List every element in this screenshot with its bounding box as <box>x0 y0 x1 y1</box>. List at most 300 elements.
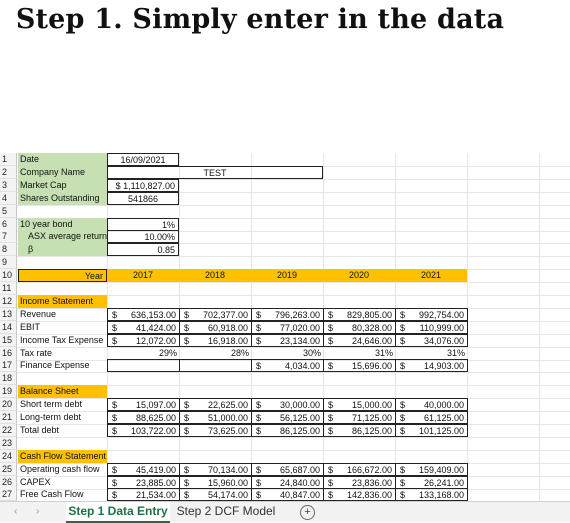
value-cell[interactable] <box>323 476 396 489</box>
value-cell[interactable] <box>395 411 468 424</box>
gridline <box>179 243 180 256</box>
gridline <box>467 282 468 295</box>
sheet-row <box>0 385 570 399</box>
gridline <box>323 437 324 450</box>
value-text: 86,125.00 <box>279 425 320 436</box>
value-text: 56,125.00 <box>279 413 320 423</box>
gridline <box>395 385 396 398</box>
value-cell[interactable] <box>323 411 396 424</box>
value-cell[interactable] <box>251 347 324 360</box>
input-label: Shares Outstanding <box>18 192 107 205</box>
value-cell[interactable] <box>395 321 468 334</box>
gridline <box>539 411 540 424</box>
gridline <box>179 179 180 192</box>
value-cell[interactable] <box>179 334 252 347</box>
value-cell[interactable] <box>395 476 468 489</box>
page-headline: Step 1. Simply enter in the data <box>15 4 505 35</box>
sheet-row <box>0 476 570 490</box>
section-title-balance: Balance Sheet <box>18 385 107 398</box>
row-number: 4 <box>0 192 17 205</box>
row-label: Operating cash flow <box>20 463 100 474</box>
currency-symbol: $ <box>184 477 190 488</box>
value-text: 103,722.00 <box>130 425 176 436</box>
sheet-row <box>0 321 570 335</box>
sheet-row <box>0 437 570 451</box>
value-text: 4,034.00 <box>284 361 320 372</box>
gridline <box>179 372 180 385</box>
gridline <box>467 437 468 450</box>
value-cell[interactable] <box>251 424 324 437</box>
input-label: Date <box>18 153 107 166</box>
value-cell[interactable] <box>107 347 180 360</box>
gridline <box>395 218 396 231</box>
value-cell[interactable] <box>251 398 324 411</box>
year-column-header: 2019 <box>251 269 323 282</box>
value-cell[interactable] <box>251 308 324 321</box>
sheet-row <box>0 153 570 167</box>
gridline <box>539 282 540 295</box>
value-cell[interactable] <box>323 334 396 347</box>
currency-symbol: $ <box>256 413 262 423</box>
gridline <box>395 153 396 166</box>
gridline <box>467 179 468 192</box>
input-value-cell[interactable]: TEST <box>107 166 323 179</box>
currency-symbol: $ <box>256 322 262 333</box>
value-text: 40,000.00 <box>423 400 464 411</box>
value-cell[interactable] <box>107 424 180 437</box>
value-cell[interactable] <box>107 488 180 501</box>
sheet-row <box>0 256 570 270</box>
sheet-row <box>0 243 570 257</box>
gridline <box>251 153 252 166</box>
gridline <box>467 269 468 282</box>
currency-symbol: $ <box>328 335 334 346</box>
gridline <box>395 243 396 256</box>
gridline <box>251 179 252 192</box>
value-cell[interactable] <box>395 347 468 360</box>
gridline <box>323 450 324 463</box>
gridline <box>539 372 540 385</box>
value-text: 992,754.00 <box>418 309 464 320</box>
value-text: 15,696.00 <box>351 361 392 372</box>
value-cell[interactable] <box>179 347 252 360</box>
gridline <box>467 230 468 243</box>
gridline <box>323 179 324 192</box>
value-cell[interactable] <box>323 398 396 411</box>
gridline <box>539 218 540 231</box>
sheet-row <box>0 463 570 477</box>
gridline <box>467 295 468 308</box>
sheet-row <box>0 179 570 193</box>
value-text: 829,805.00 <box>346 309 392 320</box>
value-cell[interactable] <box>107 321 180 334</box>
value-cell[interactable] <box>395 488 468 501</box>
sheet-row <box>0 424 570 438</box>
row-label: Finance Expense <box>20 360 90 371</box>
value-cell[interactable] <box>323 347 396 360</box>
currency-symbol: $ <box>400 309 406 320</box>
value-text: 22,625.00 <box>207 400 248 411</box>
gridline <box>107 295 108 308</box>
sheet-row <box>0 192 570 206</box>
value-cell[interactable] <box>395 424 468 437</box>
gridline <box>467 153 468 166</box>
gridline <box>539 192 540 205</box>
gridline <box>467 243 468 256</box>
gridline <box>395 205 396 218</box>
gridline <box>467 256 468 269</box>
gridline <box>539 243 540 256</box>
value-text: 31% <box>374 347 393 358</box>
gridline <box>539 308 540 321</box>
value-cell[interactable] <box>251 321 324 334</box>
gridline <box>107 205 108 218</box>
currency-symbol: $ <box>400 335 406 346</box>
currency-symbol: $ <box>400 322 406 333</box>
row-number: 17 <box>0 359 17 372</box>
value-text: 101,125.00 <box>418 425 464 436</box>
value-cell[interactable] <box>251 488 324 501</box>
value-cell[interactable] <box>395 398 468 411</box>
row-number: 23 <box>0 437 17 450</box>
row-number: 12 <box>0 295 17 308</box>
gridline <box>539 476 540 489</box>
value-text: 26,241.00 <box>423 477 464 488</box>
gridline <box>539 295 540 308</box>
value-cell[interactable] <box>251 476 324 489</box>
value-cell[interactable] <box>323 463 396 476</box>
value-cell[interactable] <box>179 308 252 321</box>
row-number: 6 <box>0 218 17 231</box>
row-number: 9 <box>0 256 17 269</box>
input-value-cell[interactable]: 10.00% <box>107 230 179 243</box>
value-text: 28% <box>230 347 249 358</box>
value-text: 110,999.00 <box>419 322 464 333</box>
row-number: 20 <box>0 398 17 411</box>
value-text: 24,840.00 <box>279 477 320 488</box>
row-label: Revenue <box>20 308 57 319</box>
currency-symbol: $ <box>256 490 262 501</box>
row-number: 22 <box>0 424 17 437</box>
currency-symbol: $ <box>184 425 190 436</box>
gridline <box>539 463 540 476</box>
value-cell[interactable] <box>251 334 324 347</box>
row-number: 18 <box>0 372 17 385</box>
value-cell[interactable] <box>107 359 180 372</box>
value-text: 14,903.00 <box>423 361 464 372</box>
sheet-row <box>0 372 570 386</box>
row-label: Free Cash Flow <box>20 489 84 500</box>
input-value-cell[interactable]: 541866 <box>107 192 179 205</box>
value-text: 159,409.00 <box>418 464 464 475</box>
gridline <box>467 450 468 463</box>
currency-symbol: $ <box>400 400 406 411</box>
input-value-cell[interactable]: 16/09/2021 <box>107 153 179 166</box>
input-label: Market Cap <box>18 179 107 192</box>
input-label: Company Name <box>18 166 107 179</box>
input-label: β <box>18 243 107 256</box>
row-number: 13 <box>0 308 17 321</box>
value-cell[interactable] <box>251 411 324 424</box>
row-label: Tax rate <box>20 347 53 358</box>
gridline <box>179 153 180 166</box>
currency-symbol: $ <box>112 309 118 320</box>
value-cell[interactable] <box>323 359 396 372</box>
currency-symbol: $ <box>112 400 118 411</box>
gridline <box>539 256 540 269</box>
currency-symbol: $ <box>184 400 190 411</box>
sheet-row <box>0 411 570 425</box>
gridline <box>395 295 396 308</box>
gridline <box>251 205 252 218</box>
gridline <box>323 218 324 231</box>
gridline <box>467 385 468 398</box>
row-number: 11 <box>0 282 17 295</box>
value-cell[interactable] <box>107 334 180 347</box>
currency-symbol: $ <box>328 413 334 423</box>
value-cell[interactable] <box>323 321 396 334</box>
currency-symbol: $ <box>400 425 406 436</box>
gridline <box>539 398 540 411</box>
currency-symbol: $ <box>328 477 334 488</box>
sheet-row <box>0 334 570 348</box>
value-text: 15,097.00 <box>135 400 176 411</box>
value-text: 45,419.00 <box>135 464 176 475</box>
gridline <box>539 321 540 334</box>
value-text: 34,076.00 <box>423 335 464 346</box>
gridline <box>323 385 324 398</box>
value-text: 30,000.00 <box>279 400 320 411</box>
gridline <box>251 218 252 231</box>
year-column-header: 2020 <box>323 269 395 282</box>
sheet-row <box>0 205 570 219</box>
currency-symbol: $ <box>328 361 334 372</box>
currency-symbol: $ <box>328 464 334 475</box>
row-label: Total debt <box>20 424 60 435</box>
row-number: 19 <box>0 385 17 398</box>
tab-next-arrow-icon[interactable]: › <box>36 506 40 517</box>
row-number: 27 <box>0 488 17 501</box>
tab-step1-data-entry[interactable]: Step 1 Data Entry <box>66 502 170 523</box>
row-number: 1 <box>0 153 17 166</box>
value-text: 23,836.00 <box>351 477 392 488</box>
gridline <box>467 218 468 231</box>
gridline <box>539 334 540 347</box>
value-cell[interactable] <box>395 308 468 321</box>
value-cell[interactable] <box>179 463 252 476</box>
currency-symbol: $ <box>256 335 262 346</box>
gridline <box>323 166 324 179</box>
value-cell[interactable] <box>395 334 468 347</box>
sheet-row <box>0 450 570 464</box>
row-number: 7 <box>0 230 17 243</box>
value-text: 65,687.00 <box>279 464 320 475</box>
value-text: 54,174.00 <box>207 490 248 501</box>
gridline <box>179 295 180 308</box>
gridline <box>107 282 108 295</box>
value-cell[interactable] <box>179 411 252 424</box>
value-text: 51,000.00 <box>207 413 248 423</box>
value-text: 61,125.00 <box>423 413 464 423</box>
gridline <box>395 437 396 450</box>
value-cell[interactable] <box>323 488 396 501</box>
gridline <box>251 450 252 463</box>
section-title-cashflow: Cash Flow Statement <box>20 450 107 461</box>
value-cell[interactable] <box>395 359 468 372</box>
value-cell[interactable] <box>107 476 180 489</box>
gridline <box>395 372 396 385</box>
input-value-cell[interactable]: $ 1,110,827.00 <box>107 179 179 192</box>
value-cell[interactable] <box>323 308 396 321</box>
value-cell[interactable] <box>323 424 396 437</box>
row-number: 3 <box>0 179 17 192</box>
value-text: 16,918.00 <box>207 335 248 346</box>
value-text: 86,125.00 <box>351 425 392 436</box>
currency-symbol: $ <box>184 490 190 501</box>
value-text: 702,377.00 <box>202 309 248 320</box>
value-cell[interactable] <box>107 411 180 424</box>
sheet-row <box>0 295 570 309</box>
gridline <box>179 192 180 205</box>
gridline <box>107 437 108 450</box>
currency-symbol: $ <box>112 413 118 423</box>
value-text: 23,885.00 <box>135 477 176 488</box>
currency-symbol: $ <box>184 464 190 475</box>
add-sheet-icon[interactable]: + <box>300 505 315 520</box>
input-value-cell[interactable]: 1% <box>107 218 179 231</box>
sheet-row <box>0 398 570 412</box>
currency-symbol: $ <box>184 322 190 333</box>
sheet-row <box>0 308 570 322</box>
row-number: 21 <box>0 411 17 424</box>
value-text: 166,672.00 <box>346 464 392 475</box>
value-cell[interactable] <box>107 463 180 476</box>
currency-symbol: $ <box>328 425 334 436</box>
gridline <box>179 230 180 243</box>
row-number: 5 <box>0 205 17 218</box>
gridline <box>395 450 396 463</box>
value-cell[interactable] <box>179 398 252 411</box>
row-number: 8 <box>0 243 17 256</box>
value-text: 24,646.00 <box>351 335 392 346</box>
sheet-row <box>0 230 570 244</box>
row-number: 2 <box>0 166 17 179</box>
row-number: 15 <box>0 334 17 347</box>
currency-symbol: $ <box>256 309 262 320</box>
gridline <box>107 256 108 269</box>
value-text: 88,625.00 <box>135 413 176 423</box>
value-cell[interactable] <box>107 398 180 411</box>
gridline <box>251 256 252 269</box>
currency-symbol: $ <box>256 425 262 436</box>
gridline <box>107 450 108 463</box>
gridline <box>179 218 180 231</box>
currency-symbol: $ <box>328 400 334 411</box>
year-column-header: 2018 <box>179 269 251 282</box>
row-number: 26 <box>0 476 17 489</box>
tab-step2-dcf-model[interactable]: Step 2 DCF Model <box>176 504 276 518</box>
row-label: Long-term debt <box>20 412 82 422</box>
gridline <box>395 256 396 269</box>
currency-symbol: $ <box>328 322 334 333</box>
gridline <box>179 450 180 463</box>
sheet-tab-bar <box>0 501 570 522</box>
value-text: 23,134.00 <box>279 335 320 346</box>
gridline <box>179 256 180 269</box>
value-text: 636,153.00 <box>130 309 176 320</box>
row-label: Short term debt <box>20 399 83 410</box>
gridline <box>539 230 540 243</box>
value-text: 142,836.00 <box>346 490 392 501</box>
currency-symbol: $ <box>400 477 406 488</box>
value-text: 133,168.00 <box>418 490 464 501</box>
value-text: 29% <box>158 347 177 358</box>
value-text: 41,424.00 <box>135 322 176 333</box>
currency-symbol: $ <box>400 464 406 475</box>
year-label: Year <box>18 269 107 282</box>
gridline <box>251 243 252 256</box>
value-cell[interactable] <box>395 463 468 476</box>
tab-prev-arrow-icon[interactable]: ‹ <box>14 506 18 517</box>
gridline <box>539 424 540 437</box>
gridline <box>251 372 252 385</box>
gridline <box>323 192 324 205</box>
section-title-income: Income Statement <box>18 295 107 308</box>
value-cell[interactable] <box>179 488 252 501</box>
value-text: 15,960.00 <box>207 477 248 488</box>
currency-symbol: $ <box>112 490 118 501</box>
gridline <box>467 205 468 218</box>
currency-symbol: $ <box>400 413 406 423</box>
gridline <box>539 488 540 501</box>
gridline <box>395 166 396 179</box>
gridline <box>323 282 324 295</box>
gridline <box>323 153 324 166</box>
value-cell[interactable] <box>179 321 252 334</box>
value-cell[interactable] <box>179 476 252 489</box>
input-label: ASX average return <box>18 230 107 243</box>
value-cell[interactable] <box>251 463 324 476</box>
row-label: EBIT <box>20 321 41 332</box>
gridline <box>395 179 396 192</box>
sheet-row <box>0 359 570 373</box>
year-column-header: 2021 <box>395 269 467 282</box>
gridline <box>323 243 324 256</box>
gridline <box>179 437 180 450</box>
value-cell[interactable] <box>107 308 180 321</box>
gridline <box>539 269 540 282</box>
gridline <box>107 385 108 398</box>
input-label: 10 year bond <box>18 218 107 231</box>
value-text: 40,847.00 <box>279 490 320 501</box>
currency-symbol: $ <box>184 309 190 320</box>
currency-symbol: $ <box>256 400 262 411</box>
input-value-cell[interactable]: 0.85 <box>107 243 179 256</box>
currency-symbol: $ <box>112 464 118 475</box>
row-number: 14 <box>0 321 17 334</box>
gridline <box>467 166 468 179</box>
gridline <box>539 166 540 179</box>
gridline <box>395 192 396 205</box>
row-number: 10 <box>0 269 17 282</box>
sheet-row <box>0 347 570 361</box>
value-cell[interactable] <box>179 424 252 437</box>
value-cell[interactable] <box>251 359 324 372</box>
value-cell[interactable] <box>179 359 252 372</box>
gridline <box>251 437 252 450</box>
sheet-row <box>0 269 570 283</box>
gridline <box>107 372 108 385</box>
